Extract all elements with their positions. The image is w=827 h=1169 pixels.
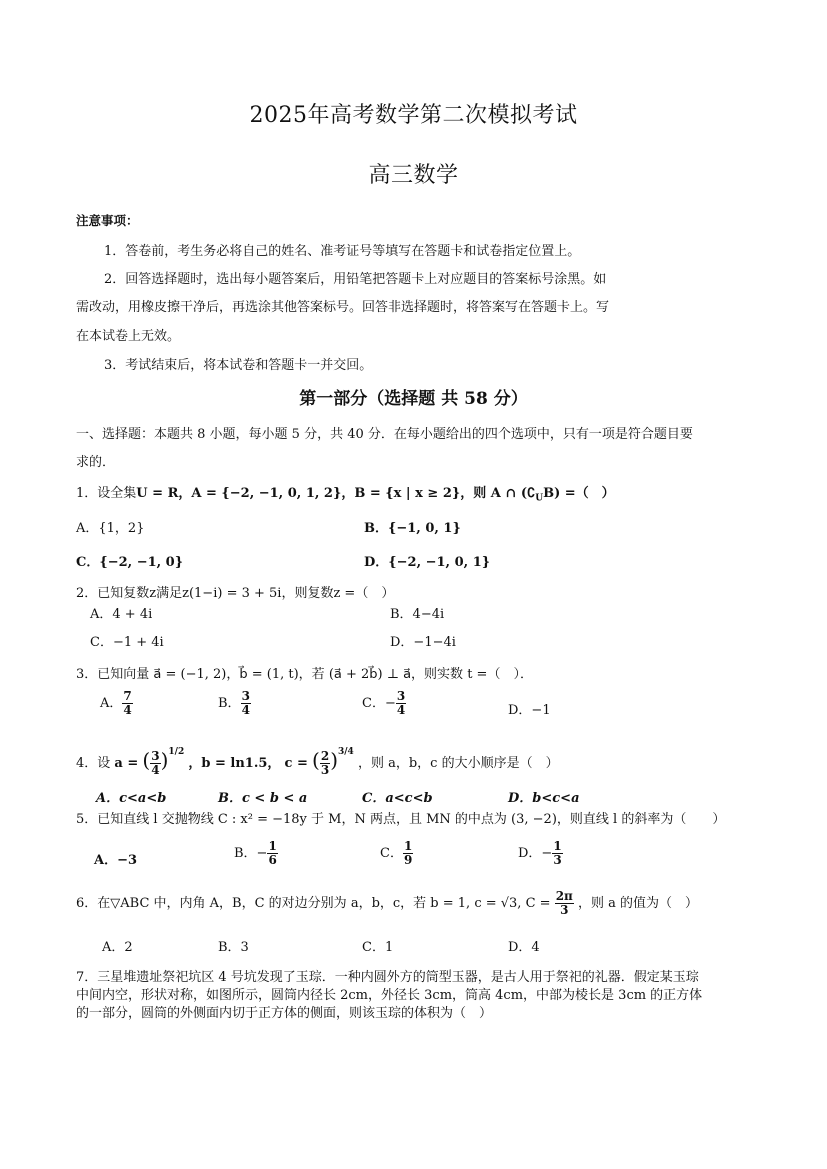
question-5-stem: 5．已知直线 l 交抛物线 C : x² = −18y 于 M，N 两点，且 MN 的中点为 (3, −2)，则直线 l 的斜率为（ ） [76, 812, 726, 827]
question-5-option-b-label: B．− [234, 846, 268, 861]
section-intro-line-2: 求的． [76, 455, 116, 470]
question-1-option-c[interactable]: C．{−2, −1, 0} [76, 555, 184, 570]
question-1-option-b[interactable]: B．{−1, 0, 1} [364, 521, 461, 536]
question-3-option-d[interactable]: D．−1 [508, 703, 551, 718]
fraction-denominator: 9 [403, 853, 413, 867]
fraction-numerator: 2π [555, 889, 573, 903]
question-6-option-a[interactable]: A．2 [102, 940, 133, 955]
question-2-option-d[interactable]: D．−1−4i [390, 635, 456, 650]
question-4-option-a[interactable]: A．c<a<b [96, 791, 167, 806]
question-5-option-b[interactable] [234, 840, 278, 867]
question-7-line-2: 中间内空，形状对称，如图所示，圆筒内径长 2cm，外径长 3cm，筒高 4cm，中部为棱长是 3cm 的正方体 [76, 988, 703, 1003]
question-3-option-a-fraction [122, 690, 132, 717]
question-5-option-d-label: D．− [518, 846, 553, 861]
part-one-heading: 第一部分（选择题 共 58 分） [299, 389, 528, 409]
question-5-option-c[interactable] [380, 840, 413, 867]
question-3-option-b[interactable] [218, 690, 251, 717]
question-6-option-c[interactable]: C．1 [362, 940, 394, 955]
right-paren: ) [330, 748, 338, 772]
fraction-numerator: 3 [396, 689, 406, 703]
left-paren: ( [142, 748, 151, 772]
question-5-option-c-fraction [403, 840, 413, 867]
question-6-stem [76, 890, 698, 917]
notes-item-2-line-3: 在本试卷上无效。 [76, 329, 181, 344]
fraction-denominator: 4 [241, 703, 250, 717]
question-3-stem: 3．已知向量 a⃗ = (−1, 2)，b⃗ = (1, t)，若 (a⃗ + 2b⃗) ⊥ a⃗，则实数 t =（ ）． [76, 667, 533, 682]
fraction-numerator: 1 [403, 839, 413, 853]
question-2-option-c[interactable]: C．−1 + 4i [90, 635, 164, 650]
fraction-denominator: 3 [320, 763, 330, 777]
question-5-option-d-fraction [552, 840, 562, 867]
exam-title: 2025年高考数学第二次模拟考试 [249, 103, 578, 128]
fraction-denominator: 4 [151, 763, 160, 777]
section-intro-line-1: 一、选择题：本题共 8 小题，每小题 5 分，共 40 分．在每小题给出的四个选项中，只有一项是符合题目要 [76, 427, 693, 442]
fraction-numerator: 3 [151, 749, 160, 763]
question-3-option-b-label: B． [218, 696, 241, 711]
question-1-end: B) =（ ） [543, 486, 615, 501]
question-6-tail: ，则 a 的值为（ ） [577, 896, 698, 911]
question-3-option-b-fraction [241, 690, 251, 717]
notes-item-3: 3．考试结束后，将本试卷和答题卡一并交回。 [104, 358, 373, 373]
question-5-option-d[interactable] [518, 840, 563, 867]
question-4-option-d[interactable]: D．b<c<a [508, 791, 580, 806]
right-paren: ) [160, 748, 169, 772]
question-4-c-fraction [320, 750, 330, 777]
question-6-option-b[interactable]: B．3 [218, 940, 249, 955]
fraction-denominator: 4 [123, 703, 132, 717]
question-4-c-exponent: 3/4 [338, 746, 354, 757]
notes-heading: 注意事项： [76, 213, 139, 228]
question-4-stem [76, 748, 559, 777]
fraction-numerator: 1 [268, 839, 277, 853]
question-5-option-b-fraction [267, 840, 277, 867]
question-3-option-c-fraction [396, 690, 406, 717]
question-1-number: 1．设全集 [76, 486, 137, 501]
question-4-b-part: ，b = ln1.5， [188, 756, 281, 771]
question-4-a-fraction [150, 750, 160, 777]
fraction-denominator: 3 [553, 853, 562, 867]
notes-item-2-line-2: 需改动，用橡皮擦干净后，再选涂其他答案标号。回答非选择题时，将答案写在答题卡上。写 [76, 300, 610, 315]
question-4-c-label: c = [284, 756, 308, 771]
question-1-option-d[interactable]: D．{−2, −1, 0, 1} [364, 555, 491, 570]
fraction-denominator: 3 [560, 903, 569, 917]
question-7-line-1: 7．三星堆遗址祭祀坑区 4 号坑发现了玉琮．一种内圆外方的筒型玉器，是古人用于祭祀的礼器．假定某玉琮 [76, 970, 699, 985]
question-4-tail: ，则 a，b，c 的大小顺序是（ ） [357, 756, 559, 771]
fraction-numerator: 3 [241, 689, 250, 703]
fraction-denominator: 6 [268, 853, 277, 867]
exam-subtitle: 高三数学 [368, 163, 459, 188]
question-3-option-a[interactable] [100, 690, 133, 717]
question-4-a-exponent: 1/2 [168, 746, 185, 757]
question-5-option-c-label: C． [380, 846, 403, 861]
question-1-option-a[interactable]: A．{1，2} [76, 521, 145, 536]
fraction-numerator: 1 [553, 839, 562, 853]
notes-item-2-line-1: 2．回答选择题时，选出每小题答案后，用铅笔把答题卡上对应题目的答案标号涂黑。如 [104, 272, 607, 287]
question-6-lead: 6．在▽ABC 中，内角 A，B，C 的对边分别为 a，b，c，若 b = 1, c = √3, C = [76, 896, 551, 911]
question-3-option-c-label: C．− [362, 696, 396, 711]
question-7-line-3: 的一部分，圆筒的外侧面内切于正方体的侧面，则该玉琮的体积为（ ） [76, 1006, 493, 1021]
question-1-stem [76, 482, 615, 504]
question-3-option-a-label: A． [100, 696, 123, 711]
fraction-denominator: 4 [396, 703, 406, 717]
fraction-numerator: 2 [320, 749, 330, 763]
fraction-numerator: 7 [123, 689, 132, 703]
question-2-option-b[interactable]: B．4−4i [390, 607, 445, 622]
question-3-option-c[interactable] [362, 690, 406, 717]
question-2-stem: 2．已知复数z满足z(1−i) = 3 + 5i，则复数z =（ ） [76, 586, 395, 601]
left-paren: ( [312, 748, 320, 772]
notes-item-1: 1．答卷前，考生务必将自己的姓名、准考证号等填写在答题卡和试卷指定位置上。 [104, 244, 581, 259]
question-5-option-a[interactable]: A．−3 [94, 853, 138, 868]
question-4-lead: 4．设 [76, 756, 111, 771]
question-2-option-a[interactable]: A．4 + 4i [90, 607, 153, 622]
question-6-option-d[interactable]: D．4 [508, 940, 540, 955]
question-4-option-c[interactable]: C．a<c<b [362, 791, 433, 806]
question-1-sets: U = R，A = {−2, −1, 0, 1, 2}，B = {x | x ≥ 2}，则 A ∩ (∁ [136, 486, 536, 501]
question-1-subscript: U [535, 493, 544, 504]
question-6-fraction [555, 890, 574, 917]
question-4-option-b[interactable]: B．c < b < a [218, 791, 308, 806]
question-4-a-label: a = [114, 756, 139, 771]
